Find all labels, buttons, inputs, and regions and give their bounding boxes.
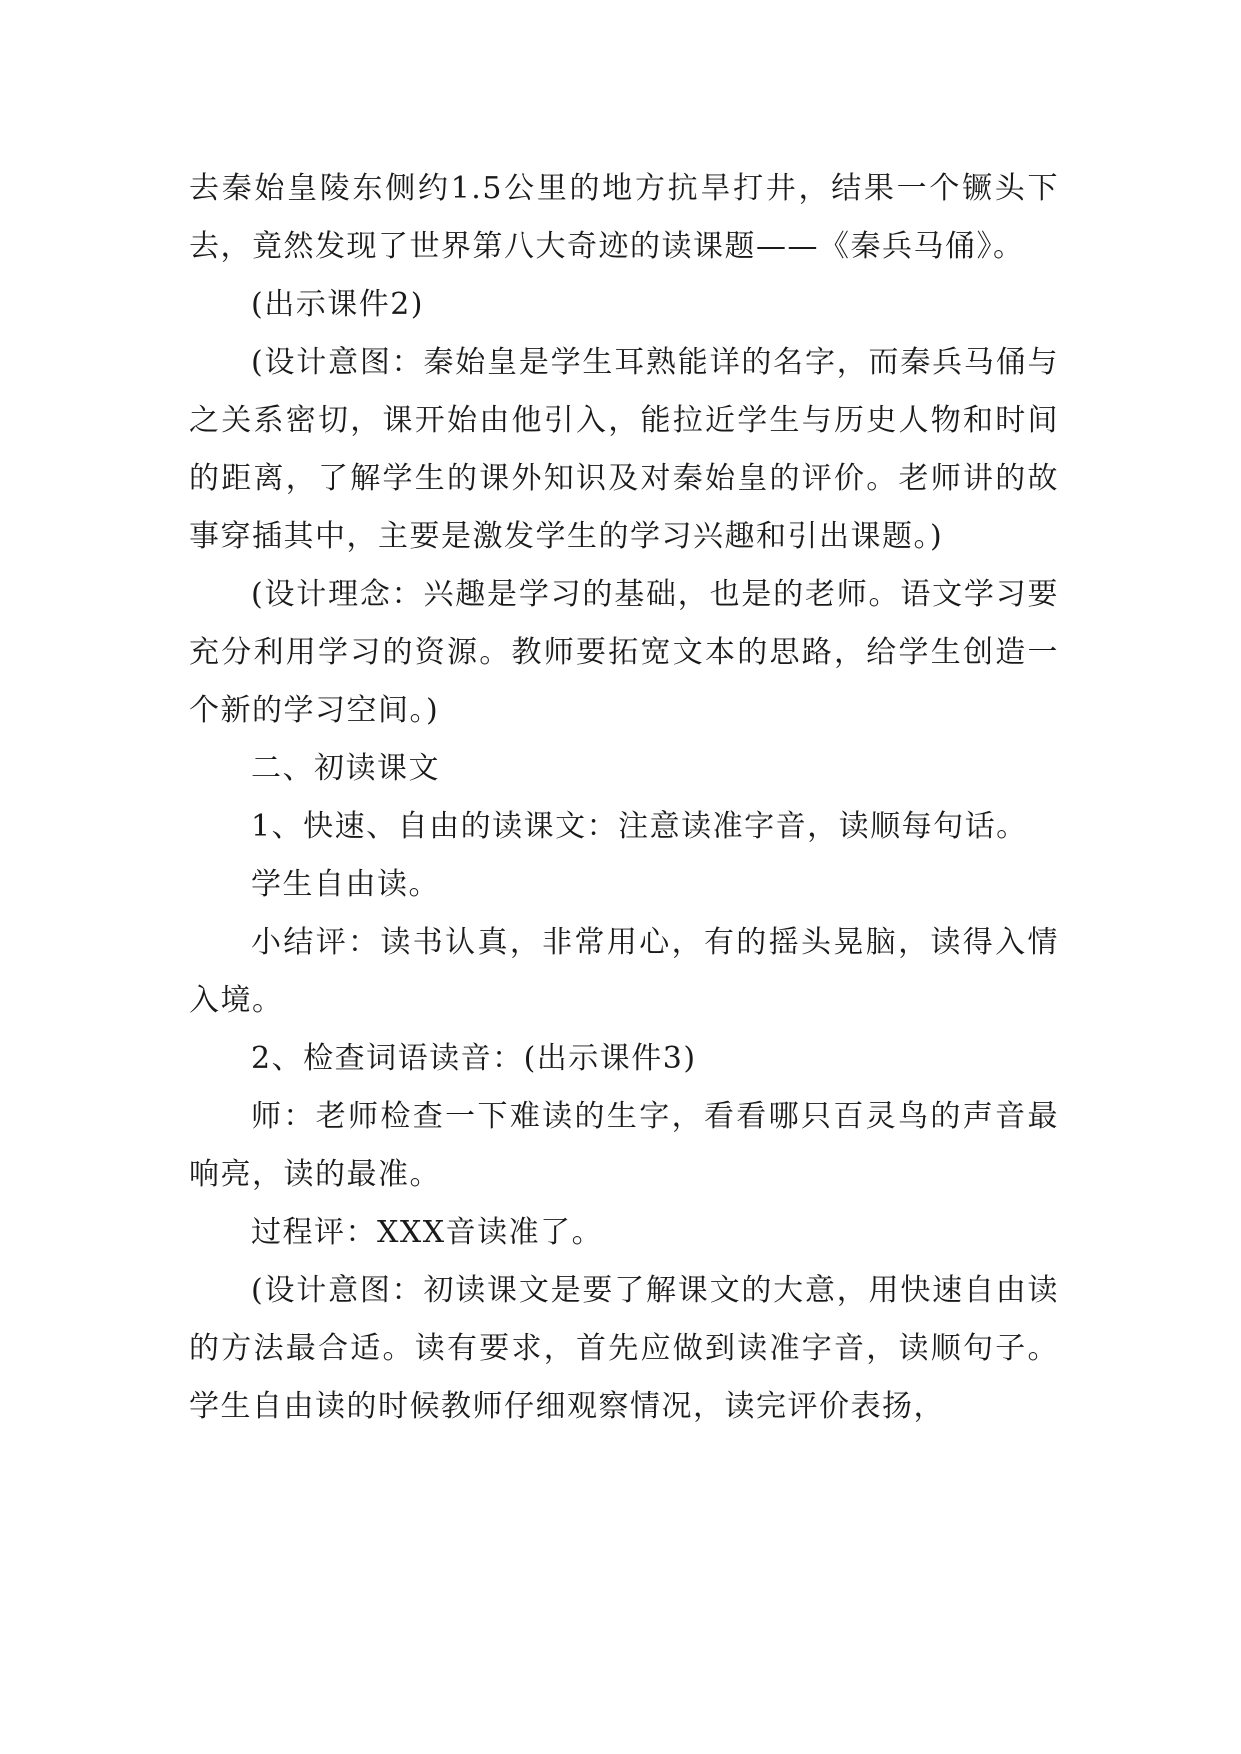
paragraph-process-comment: 过程评：XXX音读准了。 [251, 1215, 604, 1250]
paragraph-summary-comment: 小结评：读书认真，非常用心，有的摇头晃脑，读得入情入境。 [189, 925, 1059, 1018]
paragraph-design-concept: (设计理念：兴趣是学习的基础，也是的老师。语文学习要充分利用学习的资源。教师要拓宽文本的思路，给学生创造一个新的学习空间。) [189, 577, 1059, 728]
paragraph-step-2: 2、检查词语读音：(出示课件3) [251, 1041, 697, 1076]
section-heading-first-reading: 二、初读课文 [251, 751, 440, 786]
paragraph-design-intent-1: (设计意图：秦始皇是学生耳熟能详的名字，而秦兵马俑与之关系密切，课开始由他引入，能拉近学生与历史人物和时间的距离，了解学生的课外知识及对秦始皇的评价。老师讲的故事穿插其中，主要是激发学生的学习兴趣和引出课题。) [189, 345, 1059, 554]
document-body [189, 160, 1059, 1436]
paragraph-step-1: 1、快速、自由的读课文：注意读准字音，读顺每句话。 [251, 809, 1028, 844]
paragraph-teacher-check: 师：老师检查一下难读的生字，看看哪只百灵鸟的声音最响亮，读的最准。 [189, 1099, 1059, 1192]
paragraph-intro-story: 去秦始皇陵东侧约1.5公里的地方抗旱打井，结果一个镢头下去，竟然发现了世界第八大奇迹的读课题——《秦兵马俑》。 [189, 171, 1059, 264]
paragraph-students-read: 学生自由读。 [251, 867, 440, 902]
paragraph-show-slide-2: (出示课件2) [251, 287, 424, 322]
paragraph-design-intent-2: (设计意图：初读课文是要了解课文的大意，用快速自由读的方法最合适。读有要求，首先应做到读准字音，读顺句子。学生自由读的时候教师仔细观察情况，读完评价表扬， [189, 1273, 1059, 1424]
